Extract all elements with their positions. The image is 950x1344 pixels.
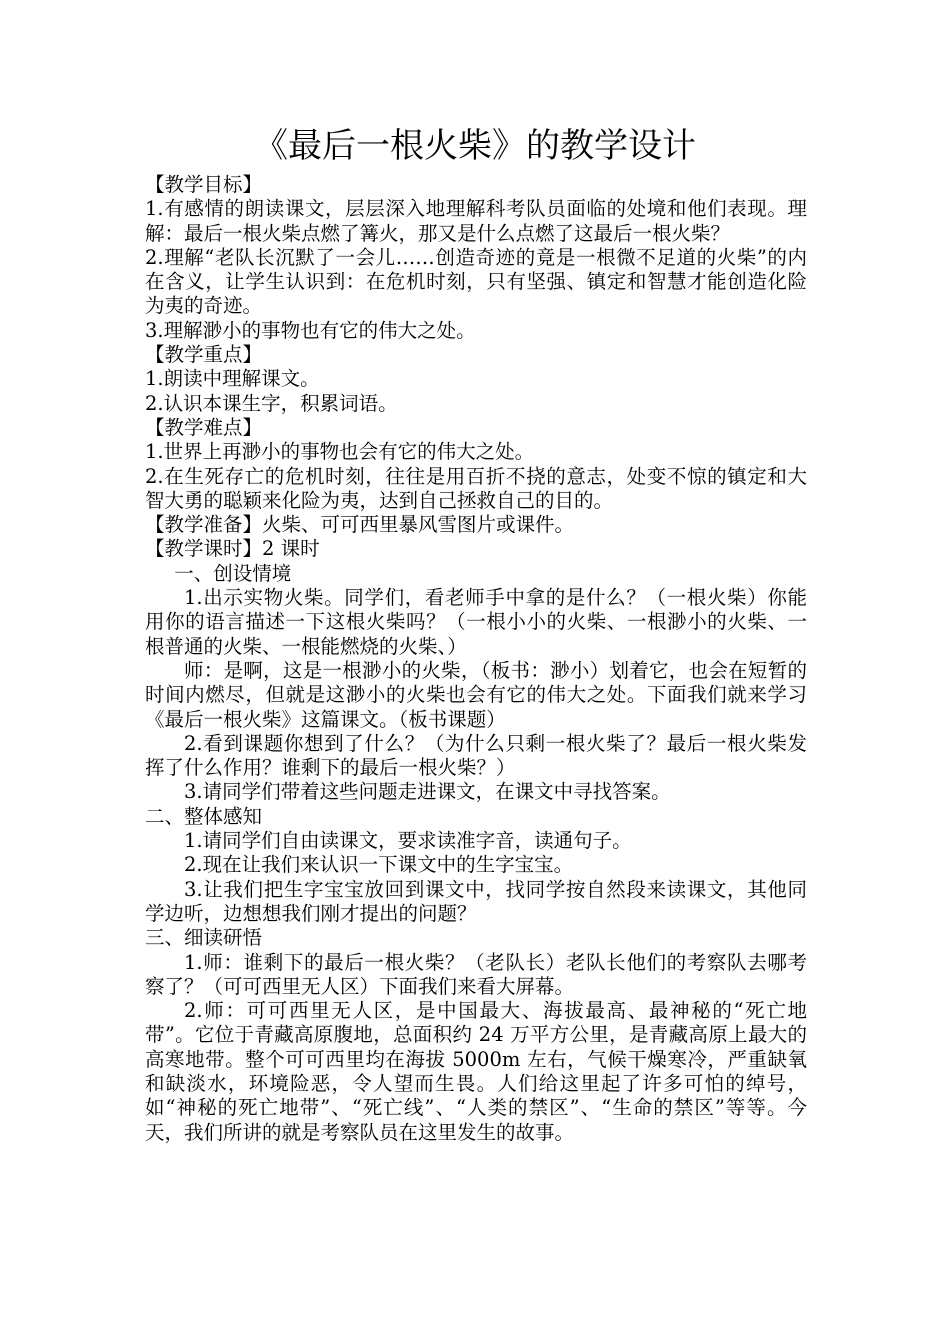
paragraph: 【教学重点】 (145, 343, 263, 367)
paragraph: 2.理解“老队长沉默了一会儿……创造奇迹的竟是一根微不足道的火柴”的内在含义，让学生认识到：在危机时刻，只有坚强、镇定和智慧才能创造化险为夷的奇迹。 (145, 245, 807, 318)
paragraph: 一、创设情境 (174, 561, 292, 585)
paragraph: 2.现在让我们来认识一下课文中的生字宝宝。 (184, 853, 574, 877)
paragraph: 1.师：谁剩下的最后一根火柴？（老队长）老队长他们的考察队去哪考察了？（可可西里无人区）下面我们来看大屏幕。 (145, 950, 807, 998)
paragraph: 三、细读研悟 (145, 926, 263, 950)
paragraph: 【教学难点】 (145, 415, 263, 439)
paragraph: 2.在生死存亡的危机时刻，往往是用百折不挠的意志，处变不惊的镇定和大智大勇的聪颖来化险为夷，达到自己拯救自己的目的。 (145, 464, 807, 512)
paragraph: 2.看到课题你想到了什么？（为什么只剩一根火柴了？最后一根火柴发挥了什么作用？谁剩下的最后一根火柴？） (145, 731, 807, 780)
document-title: 《最后一根火柴》的教学设计 (254, 126, 696, 166)
paragraph: 二、整体感知 (145, 804, 263, 828)
paragraph: 【教学准备】火柴、可可西里暴风雪图片或课件。 (145, 513, 575, 537)
paragraph: 1.出示实物火柴。同学们，看老师手中拿的是什么？（一根火柴）你能用你的语言描述一下这根火柴吗？（一根小小的火柴、一根渺小的火柴、一根普通的火柴、一根能燃烧的火柴、） (145, 586, 807, 658)
paragraph: 【教学课时】2 课时 (145, 537, 320, 561)
paragraph: 2.认识本课生字，积累词语。 (145, 391, 398, 415)
paragraph: 2.师：可可西里无人区，是中国最大、海拔最高、最神秘的“死亡地带”。它位于青藏高原腹地，总面积约 24 万平方公里，是青藏高原上最大的高寒地带。整个可可西里均在海拔 5000m 左右，气候干燥寒冷，严重缺氧和缺淡水，环境险恶，令人望而生畏。人们给这里起了许多可怕的绰号，如“神秘的死亡地带”、“死亡线”、“人类的禁区”、“生命的禁区”等等。今天，我们所讲的就是考察队员在这里发生的故事。 (145, 999, 807, 1144)
paragraph: 1.请同学们自由读课文，要求读准字音，读通句子。 (184, 829, 632, 853)
paragraph: 【教学目标】 (145, 173, 263, 196)
document-body (145, 173, 807, 1145)
paragraph: 1.世界上再渺小的事物也会有它的伟大之处。 (145, 440, 535, 464)
paragraph: 师：是啊，这是一根渺小的火柴，（板书：渺小）划着它，也会在短暂的时间内燃尽，但就是这渺小的火柴也会有它的伟大之处。下面我们就来学习《最后一根火柴》这篇课文。（板书课题） (145, 658, 807, 731)
paragraph: 1.有感情的朗读课文，层层深入地理解科考队员面临的处境和他们表现。理解：最后一根火柴点燃了篝火，那又是什么点燃了这最后一根火柴？ (145, 197, 807, 245)
paragraph: 3.请同学们带着这些问题走进课文，在课文中寻找答案。 (184, 780, 671, 804)
paragraph: 3.理解渺小的事物也有它的伟大之处。 (145, 318, 476, 342)
paragraph: 3.让我们把生字宝宝放回到课文中，找同学按自然段来读课文，其他同学边听，边想想我们刚才提出的问题？ (145, 877, 807, 925)
paragraph: 1.朗读中理解课文。 (145, 367, 320, 391)
